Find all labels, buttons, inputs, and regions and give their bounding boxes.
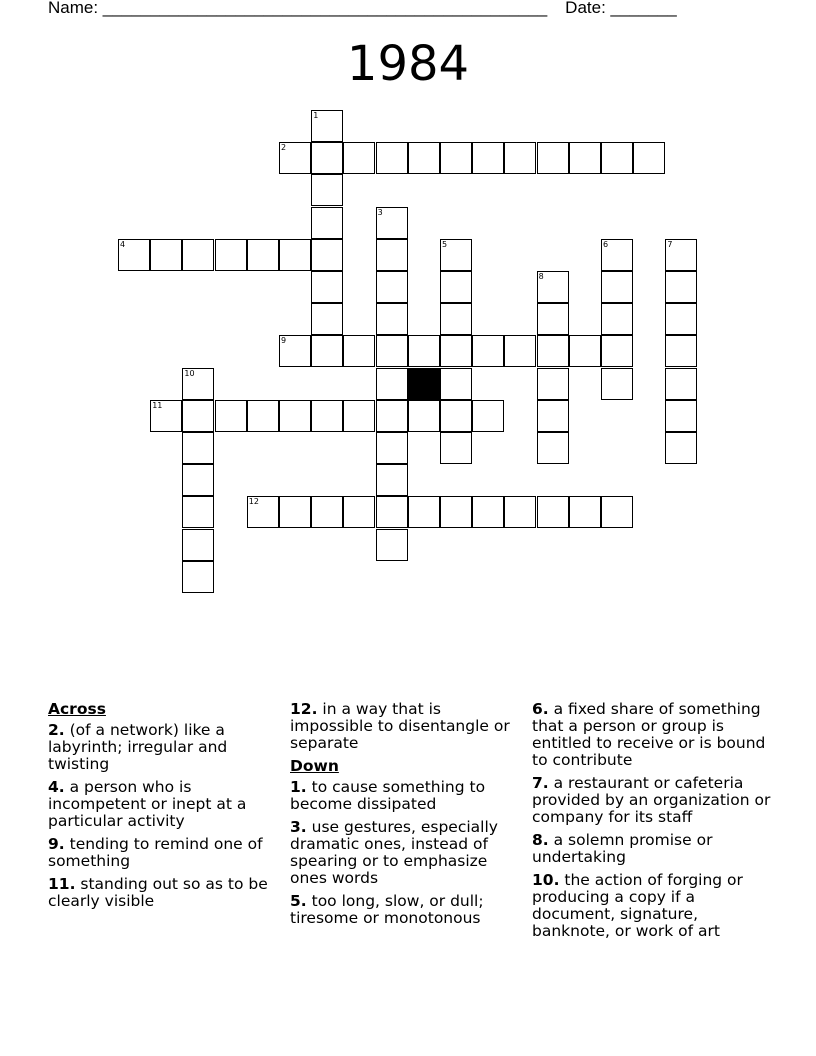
clue-down-7	[532, 775, 772, 826]
grid-cell[interactable]	[665, 335, 697, 367]
grid-cell[interactable]	[247, 400, 279, 432]
grid-cell[interactable]	[665, 303, 697, 335]
grid-cell[interactable]	[440, 368, 472, 400]
grid-number: 9	[281, 336, 287, 346]
grid-cell[interactable]	[182, 561, 214, 593]
clue-text: in a way that is impossible to disentangle or separate	[290, 700, 510, 752]
grid-cell[interactable]	[472, 400, 504, 432]
grid-number: 12	[248, 497, 259, 507]
clue-text: the action of forging or producing a copy if a document, signature, banknote, or work of art	[532, 871, 743, 940]
clue-number: 6.	[532, 700, 549, 718]
grid-cell[interactable]	[182, 496, 214, 528]
black-square	[408, 368, 440, 400]
grid-number: 10	[184, 368, 195, 378]
grid-cell[interactable]	[311, 110, 343, 142]
clue-number: 5.	[290, 892, 307, 910]
clues-column-2	[290, 701, 522, 933]
grid-number: 7	[667, 239, 673, 249]
grid-cell[interactable]	[247, 239, 279, 271]
grid-cell[interactable]	[472, 496, 504, 528]
grid-cell[interactable]	[537, 142, 569, 174]
grid-cell[interactable]	[537, 432, 569, 464]
grid-cell[interactable]	[376, 432, 408, 464]
grid-cell[interactable]	[215, 239, 247, 271]
clue-number: 1.	[290, 778, 307, 796]
grid-cell[interactable]	[665, 400, 697, 432]
across-heading: Across	[48, 700, 106, 718]
grid-cell[interactable]	[504, 335, 536, 367]
grid-cell[interactable]	[665, 271, 697, 303]
grid-cell[interactable]	[601, 239, 633, 271]
clue-text: a fixed share of something that a person or group is entitled to receive or is bound to contribute	[532, 700, 766, 769]
grid-cell[interactable]	[665, 432, 697, 464]
grid-cell[interactable]	[537, 496, 569, 528]
grid-cell[interactable]	[343, 400, 375, 432]
grid-cell[interactable]	[504, 142, 536, 174]
grid-cell[interactable]	[182, 432, 214, 464]
grid-cell[interactable]	[440, 142, 472, 174]
clue-text: a restaurant or cafeteria provided by an organization or company for its staff	[532, 774, 771, 826]
clue-down-5	[290, 893, 522, 927]
clue-number: 3.	[290, 818, 307, 836]
grid-cell[interactable]	[311, 303, 343, 335]
grid-cell[interactable]	[311, 400, 343, 432]
grid-number: 11	[152, 400, 163, 410]
grid-cell[interactable]	[569, 496, 601, 528]
grid-cell[interactable]	[247, 496, 279, 528]
grid-cell[interactable]	[182, 464, 214, 496]
clue-text: use gestures, especially dramatic ones, instead of spearing or to emphasize ones words	[290, 818, 498, 887]
clue-text: standing out so as to be clearly visible	[48, 875, 268, 910]
grid-cell[interactable]	[601, 335, 633, 367]
grid-cell[interactable]	[569, 335, 601, 367]
grid-cell[interactable]	[472, 335, 504, 367]
clues-column-1	[48, 701, 278, 916]
grid-cell[interactable]	[665, 239, 697, 271]
clue-number: 9.	[48, 835, 65, 853]
grid-cell[interactable]	[279, 335, 311, 367]
grid-cell[interactable]	[408, 496, 440, 528]
clue-number: 2.	[48, 721, 65, 739]
grid-cell[interactable]	[182, 239, 214, 271]
grid-cell[interactable]	[215, 400, 247, 432]
clue-text: to cause something to become dissipated	[290, 778, 486, 813]
clue-text: (of a network) like a labyrinth; irregular and twisting	[48, 721, 228, 773]
grid-cell[interactable]	[376, 464, 408, 496]
clue-across-12	[290, 701, 522, 752]
grid-cell[interactable]	[376, 271, 408, 303]
grid-cell[interactable]	[311, 142, 343, 174]
clue-number: 4.	[48, 778, 65, 796]
grid-cell[interactable]	[279, 239, 311, 271]
grid-cell[interactable]	[601, 142, 633, 174]
grid-cell[interactable]	[440, 303, 472, 335]
grid-cell[interactable]	[182, 400, 214, 432]
grid-cell[interactable]	[537, 335, 569, 367]
grid-cell[interactable]	[665, 368, 697, 400]
clue-across-11	[48, 876, 278, 910]
clue-down-8	[532, 832, 772, 866]
clues-column-3	[532, 701, 772, 946]
grid-cell[interactable]	[376, 335, 408, 367]
grid-cell[interactable]	[150, 400, 182, 432]
grid-cell[interactable]	[376, 496, 408, 528]
grid-cell[interactable]	[118, 239, 150, 271]
clue-number: 10.	[532, 871, 560, 889]
clue-down-1	[290, 779, 522, 813]
grid-number: 3	[377, 207, 383, 217]
clue-text: tending to remind one of something	[48, 835, 263, 870]
clue-number: 12.	[290, 700, 318, 718]
date-field[interactable]: Date: _______	[565, 0, 677, 17]
grid-number: 8	[538, 272, 544, 281]
grid-cell[interactable]	[279, 496, 311, 528]
grid-cell[interactable]	[279, 142, 311, 174]
grid-cell[interactable]	[537, 400, 569, 432]
grid-cell[interactable]	[150, 239, 182, 271]
grid-cell[interactable]	[376, 368, 408, 400]
clue-number: 8.	[532, 831, 549, 849]
grid-cell[interactable]	[311, 239, 343, 271]
grid-cell[interactable]	[537, 368, 569, 400]
grid-cell[interactable]	[601, 496, 633, 528]
grid-cell[interactable]	[376, 303, 408, 335]
grid-cell[interactable]	[376, 207, 408, 239]
grid-cell[interactable]	[440, 335, 472, 367]
down-heading: Down	[290, 757, 339, 775]
grid-cell[interactable]	[504, 496, 536, 528]
clue-text: a solemn promise or undertaking	[532, 831, 713, 866]
clue-across-2	[48, 722, 278, 773]
grid-cell[interactable]	[182, 529, 214, 561]
grid-cell[interactable]	[343, 142, 375, 174]
grid-cell[interactable]	[376, 400, 408, 432]
clue-down-3	[290, 819, 522, 887]
clue-number: 11.	[48, 875, 76, 893]
grid-number: 6	[603, 239, 609, 249]
grid-cell[interactable]	[633, 142, 665, 174]
grid-cell[interactable]	[376, 529, 408, 561]
grid-cell[interactable]	[440, 239, 472, 271]
grid-cell[interactable]	[440, 432, 472, 464]
grid-cell[interactable]	[601, 303, 633, 335]
grid-number: 5	[442, 239, 448, 249]
grid-cell[interactable]	[343, 496, 375, 528]
grid-cell[interactable]	[311, 496, 343, 528]
grid-cell[interactable]	[311, 335, 343, 367]
clue-down-10	[532, 872, 772, 940]
grid-cell[interactable]	[569, 142, 601, 174]
grid-cell[interactable]	[311, 174, 343, 206]
grid-cell[interactable]	[472, 142, 504, 174]
clue-across-9	[48, 836, 278, 870]
puzzle-title: 1984	[346, 36, 470, 92]
grid-cell[interactable]	[440, 271, 472, 303]
grid-cell[interactable]	[408, 335, 440, 367]
grid-cell[interactable]	[601, 368, 633, 400]
name-field[interactable]: Name: _______________________________________________	[48, 0, 548, 17]
grid-cell[interactable]	[376, 239, 408, 271]
grid-cell[interactable]	[440, 400, 472, 432]
grid-cell[interactable]	[279, 400, 311, 432]
grid-cell[interactable]	[601, 271, 633, 303]
grid-cell[interactable]	[537, 271, 569, 303]
clue-text: too long, slow, or dull; tiresome or monotonous	[290, 892, 484, 927]
grid-cell[interactable]	[343, 335, 375, 367]
grid-number: 4	[120, 239, 126, 249]
clue-across-4	[48, 779, 278, 830]
grid-cell[interactable]	[440, 496, 472, 528]
grid-cell[interactable]	[408, 400, 440, 432]
grid-cell[interactable]	[182, 368, 214, 400]
grid-number: 2	[281, 143, 287, 153]
grid-cell[interactable]	[376, 142, 408, 174]
grid-cell[interactable]	[537, 303, 569, 335]
grid-number: 1	[313, 111, 319, 120]
clue-down-6	[532, 701, 772, 769]
clue-text: a person who is incompetent or inept at a particular activity	[48, 778, 247, 830]
clue-number: 7.	[532, 774, 549, 792]
grid-cell[interactable]	[408, 142, 440, 174]
grid-cell[interactable]	[311, 271, 343, 303]
grid-cell[interactable]	[311, 207, 343, 239]
